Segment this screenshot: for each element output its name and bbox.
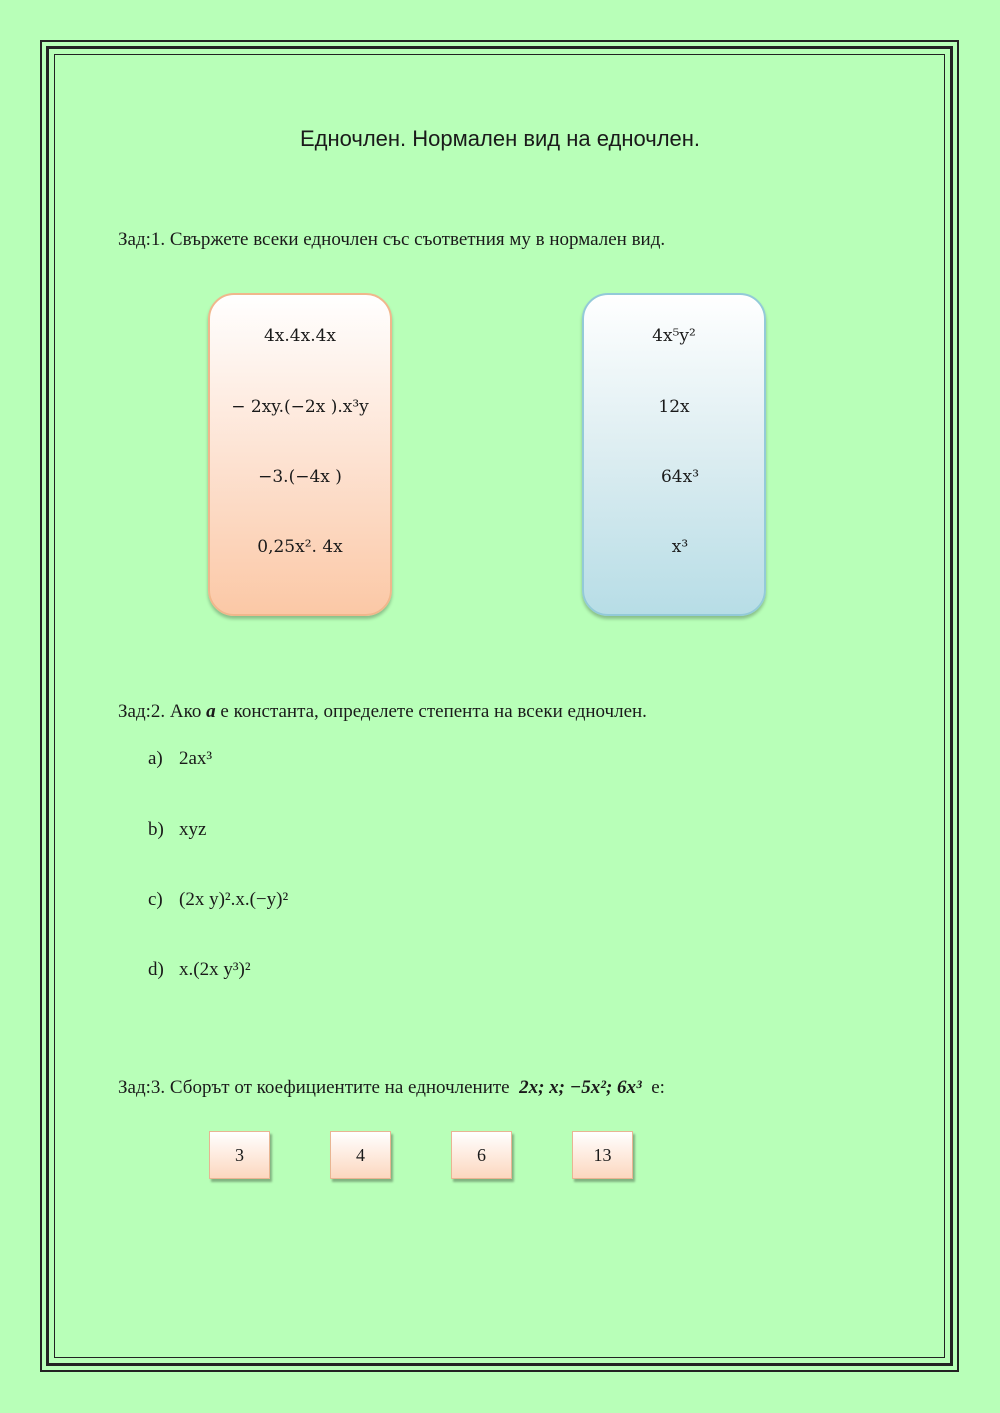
page-title: Едночлен. Нормален вид на едночлен. [299, 126, 701, 151]
answer-choice-2[interactable]: 4 [330, 1131, 391, 1179]
answer-choice-1[interactable]: 3 [209, 1131, 270, 1179]
task2-suffix: е константа, определете степента на всеки едночлен. [215, 701, 647, 722]
task2-item-b [148, 819, 206, 841]
right-item-2[interactable]: 12x [658, 397, 690, 417]
left-item-4[interactable]: 0,25x². 4x [257, 537, 343, 557]
task2-item-d [148, 959, 251, 981]
item-label: b) [148, 819, 164, 840]
item-expression: 2ax³ [179, 748, 213, 769]
task1-right-box [582, 293, 766, 616]
task3-monomials: 2x; x; −5x²; 6x³ [519, 1077, 642, 1098]
task2-item-a [148, 748, 212, 770]
right-item-3[interactable]: 64x³ [660, 467, 700, 487]
task2-item-c [148, 889, 288, 911]
task3-suffix: е: [651, 1077, 665, 1098]
answer-choice-4[interactable]: 13 [572, 1131, 633, 1179]
right-item-4[interactable]: x³ [671, 537, 689, 557]
task2-instruction [118, 701, 647, 723]
item-label: c) [148, 889, 163, 910]
task1-instruction: Зад:1. Свържете всеки едночлен със съответния му в нормален вид. [118, 229, 666, 250]
item-expression: (2x y)².x.(−y)² [179, 889, 289, 910]
left-item-3[interactable]: −3.(−4x ) [258, 467, 342, 487]
task2-constant: a [206, 701, 216, 722]
task3-prefix: Зад:3. Сборът от коефициентите на едночлените [118, 1077, 510, 1098]
task2-prefix: Зад:2. Ако [118, 701, 207, 722]
task3-instruction [118, 1077, 665, 1099]
item-label: a) [148, 748, 163, 769]
answer-choice-3[interactable]: 6 [451, 1131, 512, 1179]
right-item-1[interactable]: 4x⁵y² [652, 326, 696, 346]
task1-left-box [208, 293, 392, 616]
left-item-2[interactable]: − 2xy.(−2x ).x³y [231, 397, 369, 417]
item-label: d) [148, 959, 164, 980]
left-item-1[interactable]: 4x.4x.4x [263, 326, 337, 346]
item-expression: x.(2x y³)² [179, 959, 251, 980]
item-expression: xyz [179, 819, 207, 840]
